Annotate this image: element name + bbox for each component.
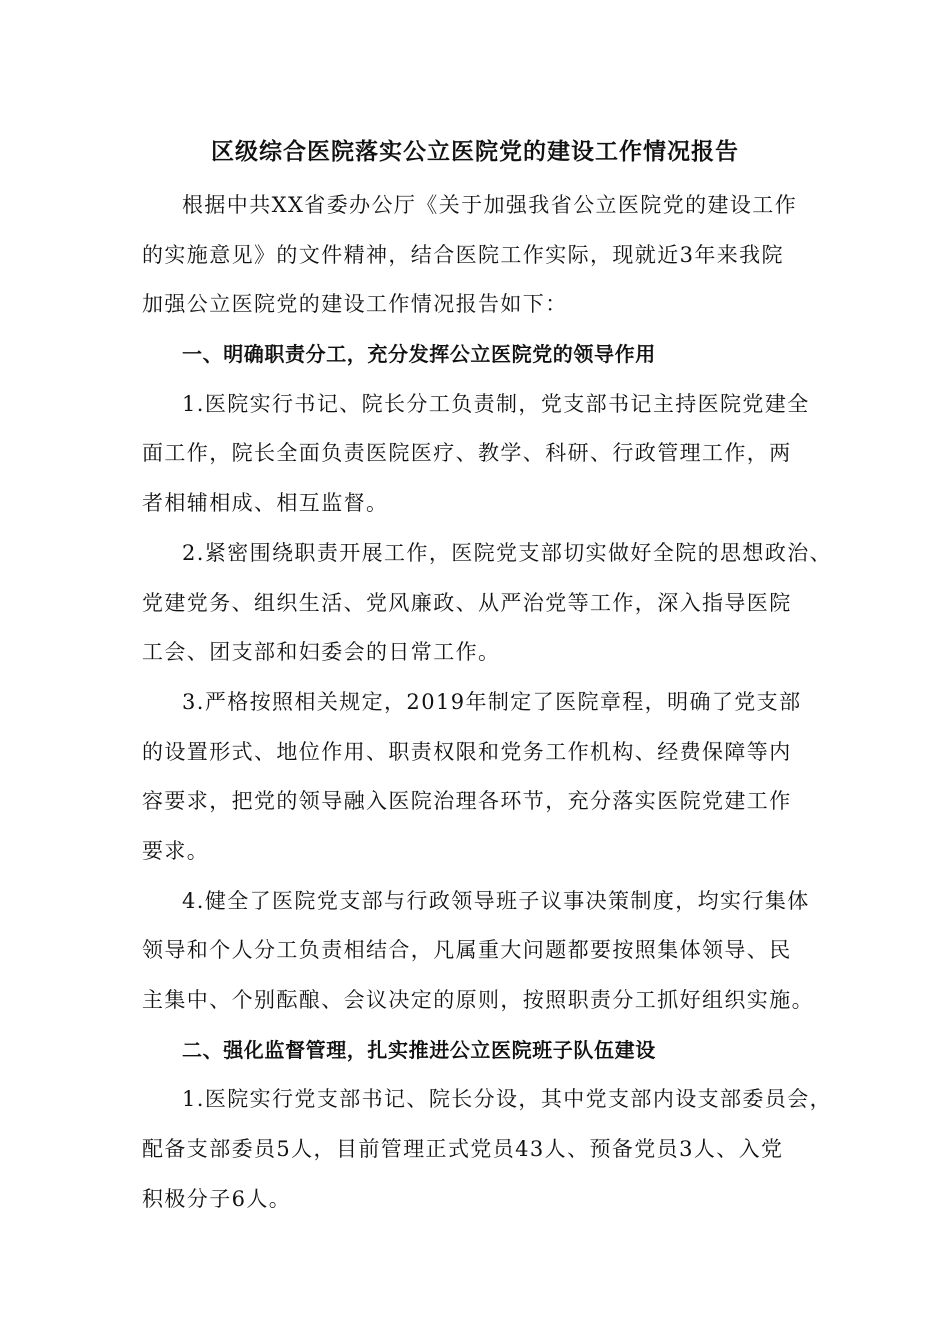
paragraph-line: 者相辅相成、相互监督。 — [142, 491, 389, 516]
section-heading: 一、明确职责分工，充分发挥公立医院党的领导作用 — [182, 342, 656, 367]
section-heading: 二、强化监督管理，扎实推进公立医院班子队伍建设 — [182, 1037, 656, 1062]
document-title: 区级综合医院落实公立医院党的建设工作情况报告 — [211, 139, 739, 165]
paragraph-line: 加强公立医院党的建设工作情况报告如下： — [142, 292, 568, 317]
paragraph-line: 积极分子6人。 — [142, 1186, 292, 1211]
paragraph-line: 3.严格按照相关规定，2019年制定了医院章程，明确了党支部 — [182, 689, 802, 714]
document-body — [142, 181, 833, 1224]
paragraph-line: 主集中、个别酝酿、会议决定的原则，按照职责分工抓好组织实施。 — [142, 988, 814, 1012]
paragraph-line: 要求。 — [142, 838, 210, 863]
paragraph-line: 面工作，院长全面负责医院医疗、教学、科研、行政管理工作，两 — [142, 441, 792, 466]
paragraph-line: 领导和个人分工负责相结合，凡属重大问题都要按照集体领导、民 — [142, 938, 792, 963]
paragraph-line: 容要求，把党的领导融入医院治理各环节，充分落实医院党建工作 — [142, 789, 792, 814]
paragraph-line: 的实施意见》的文件精神，结合医院工作实际，现就近3年来我院 — [142, 242, 784, 267]
paragraph-line: 1.医院实行书记、院长分工负责制，党支部书记主持医院党建全 — [182, 391, 810, 416]
paragraph-line: 根据中共XX省委办公厅《关于加强我省公立医院党的建设工作 — [182, 193, 798, 217]
paragraph-line: 2.紧密围绕职责开展工作，医院党支部切实做好全院的思想政治、 — [182, 540, 833, 565]
paragraph-line: 党建党务、组织生活、党风廉政、从严治党等工作，深入指导医院 — [142, 590, 792, 615]
paragraph-line: 的设置形式、地位作用、职责权限和党务工作机构、经费保障等内 — [142, 739, 792, 764]
paragraph-line: 配备支部委员5人，目前管理正式党员43人、预备党员3人、入党 — [142, 1137, 784, 1162]
paragraph-line: 4.健全了医院党支部与行政领导班子议事决策制度，均实行集体 — [182, 888, 810, 913]
paragraph-line: 工会、团支部和妇委会的日常工作。 — [142, 640, 501, 665]
paragraph-line: 1.医院实行党支部书记、院长分设，其中党支部内设支部委员会， — [182, 1087, 833, 1112]
